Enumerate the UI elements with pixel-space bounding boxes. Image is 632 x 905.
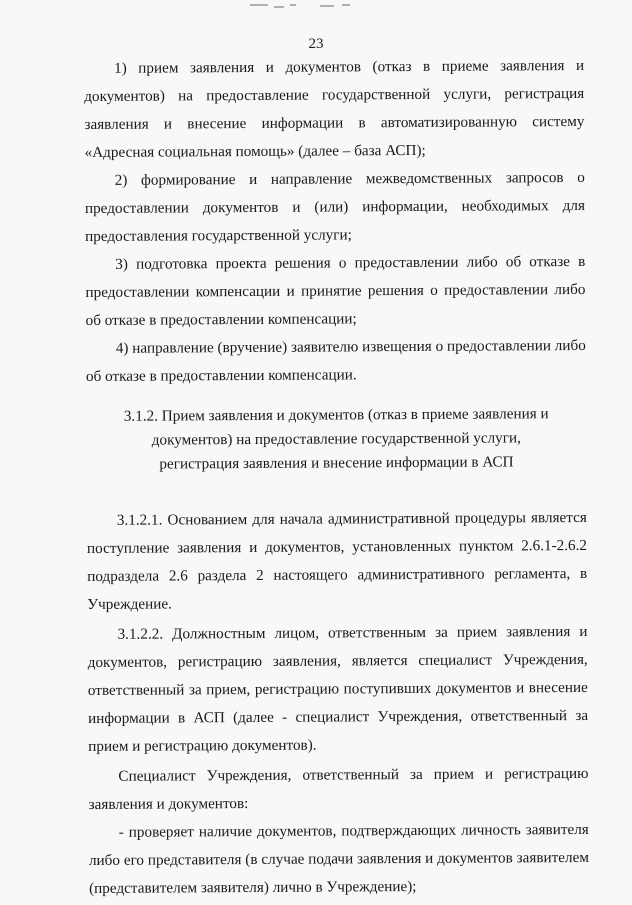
- page-number: 23: [308, 36, 324, 52]
- paragraph-3-1-2-1: 3.1.2.1. Основанием для начала административной процедуры является поступление заявления и документов, установленных пунктом 2.6.1-2.6.2 подраздела 2.6 раздела 2 настоящего административного регламента, в Учреждение.: [86, 508, 588, 613]
- list-item-3: 3) подготовка проекта решения о предоставлении либо об отказе в предоставлении компенсации и принятие решения о предоставлении либо об отказе в предоставлении компенсации;: [85, 252, 586, 329]
- paragraph-specialist-intro: Специалист Учреждения, ответственный за прием и регистрацию заявления и документов:: [88, 764, 589, 813]
- section-heading: 3.1.2. Прием заявления и документов (отказ в приеме заявления и документов) на предоставление государственной услуги, регистрация заявления и внесение информации в АСП: [123, 405, 549, 473]
- paragraph-3-1-2-2: 3.1.2.2. Должностным лицом, ответственным за прием заявления и документов, регистрацию заявления, является специалист Учреждения, ответственный за прием, регистрацию поступивших документов и внесение информации в АСП (далее - специалист Учреждения, ответственный за прием и регистрацию документов).: [87, 622, 589, 755]
- list-item-4: 4) направление (вручение) заявителю извещения о предоставлении либо об отказе в предоставлении компенсации.: [85, 336, 586, 385]
- document-body: [84, 52, 589, 903]
- list-item-1: 1) прием заявления и документов (отказ в приеме заявления и документов) на предоставление государственной услуги, регистрация заявления и внесение информации в автоматизированную систему «Адресная социальная помощь» (далее – база АСП);: [84, 56, 585, 161]
- paragraph-checks-identity: - проверяет наличие документов, подтверждающих личность заявителя либо его представителя (в случае подачи заявления и документов заявителем (представителем заявителя) лично в Учреждение);: [88, 820, 589, 897]
- scan-artifact: [250, 2, 370, 10]
- list-item-2: 2) формирование и направление межведомственных запросов о предоставлении документов и (или) информации, необходимых для предоставления государственной услуги;: [84, 168, 585, 245]
